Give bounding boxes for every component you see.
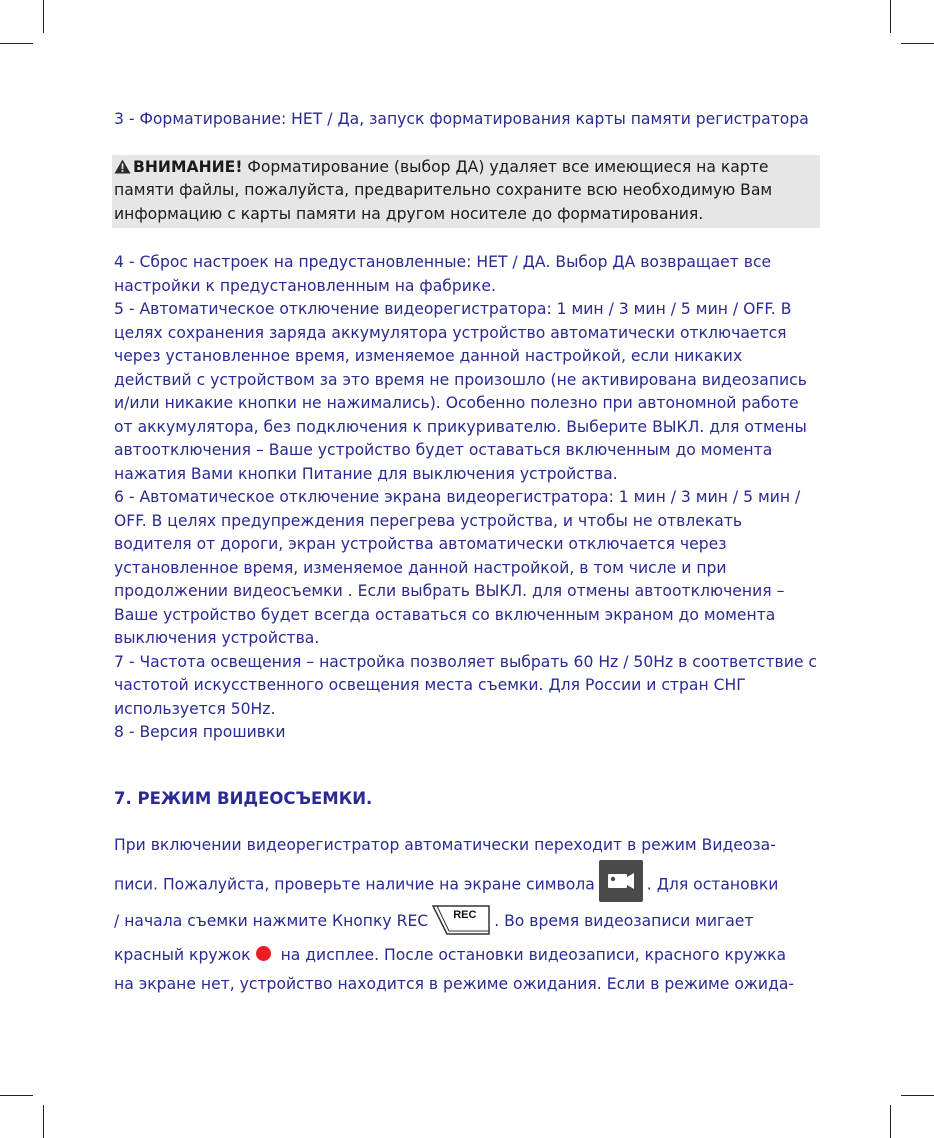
section-line (114, 864, 822, 902)
warning-title: ВНИМАНИЕ! (133, 157, 243, 176)
crop-mark (890, 1105, 891, 1138)
crop-mark (43, 1105, 44, 1138)
crop-mark (0, 43, 33, 44)
setting-light-frequency: 7 - Частота освещения – настройка позволяет выбрать 60 Hz / 50Hz в соответствие с частотой искусственного освещения места съемки. Для России и стран СНГ используется 50Hz. (114, 652, 818, 718)
crop-mark (0, 1095, 33, 1096)
section-title: 7. РЕЖИМ ВИДЕОСЪЕМКИ. (114, 788, 373, 808)
rec-button-icon (431, 905, 491, 935)
warning-icon (114, 159, 131, 174)
setting-format: 3 - Форматирование: НЕТ / Да, запуск форматирования карты памяти регистратора (114, 110, 809, 128)
warning-text: Форматирование (выбор ДА) удаляет все имеющиеся на карте памяти файлы, пожалуйста, предварительно сохраните всю необходимую Вам информацию с карты памяти на другом носителе до форматирования. (114, 157, 773, 223)
setting-firmware: 8 - Версия прошивки (114, 723, 286, 741)
setting-screen-off: 6 - Автоматическое отключение экрана видеорегистратора: 1 мин / 3 мин / 5 мин / OFF. В целях предупреждения перегрева устройства, и чтобы не отвлекать водителя от дороги, экран устройства автоматически отключается через установленное время, изменяемое данной настройкой, в том числе и при продолжении видеосъемки . Если выбрать ВЫКЛ. для отмены автоотключения – Ваше устройство будет всегда оставаться со включенным экраном до момента выключения устройства. (114, 488, 801, 647)
section-line (114, 902, 822, 940)
section-text: красный кружок (114, 946, 251, 964)
crop-mark (890, 0, 891, 33)
section-text: / начала съемки нажмите Кнопку REC (114, 912, 429, 930)
section-text: писи. Пожалуйста, проверьте наличие на экране символа (114, 875, 595, 894)
section-line (114, 940, 822, 971)
section-line (114, 971, 822, 997)
crop-mark (901, 1095, 934, 1096)
record-indicator-icon (256, 946, 271, 961)
section-text: . Для остановки (646, 875, 779, 894)
setting-auto-off: 5 - Автоматическое отключение видеорегистратора: 1 мин / 3 мин / 5 мин / OFF. В целях сохранения заряда аккумулятора устройство автоматически отключается через установленное время, изменяемое данной настройкой, если никаких действий с устройством за это время не произошло (не активирована видеозапись и/или никакие кнопки не нажимались). Особенно полезно при автономной работе от аккумулятора, без подключения к прикуривателю. Выберите ВЫКЛ. для отмены автоотключения – Ваше устройство будет оставаться включенным до момента нажатия Вами кнопки Питание для выключения устройства. (114, 300, 807, 483)
section-text: При включении видеорегистратор автоматически переходит в режим Видеоза- (114, 836, 776, 854)
section-text: на экране нет, устройство находится в режиме ожидания. Если в режиме ожида- (114, 975, 795, 993)
setting-reset: 4 - Сброс настроек на предустановленные: НЕТ / ДА. Выбор ДА возвращает все настройки к предустановленным на фабрике. (114, 253, 772, 295)
section-text: на дисплее. После остановки видеозаписи, красного кружка (275, 946, 787, 964)
page-content (114, 108, 822, 997)
video-mode-icon (599, 860, 643, 902)
section-line (114, 826, 822, 864)
rec-label: REC (453, 908, 477, 921)
warning-box (112, 155, 820, 229)
section-text: . Во время видеозаписи мигает (494, 912, 754, 930)
crop-mark (901, 43, 934, 44)
crop-mark (43, 0, 44, 33)
